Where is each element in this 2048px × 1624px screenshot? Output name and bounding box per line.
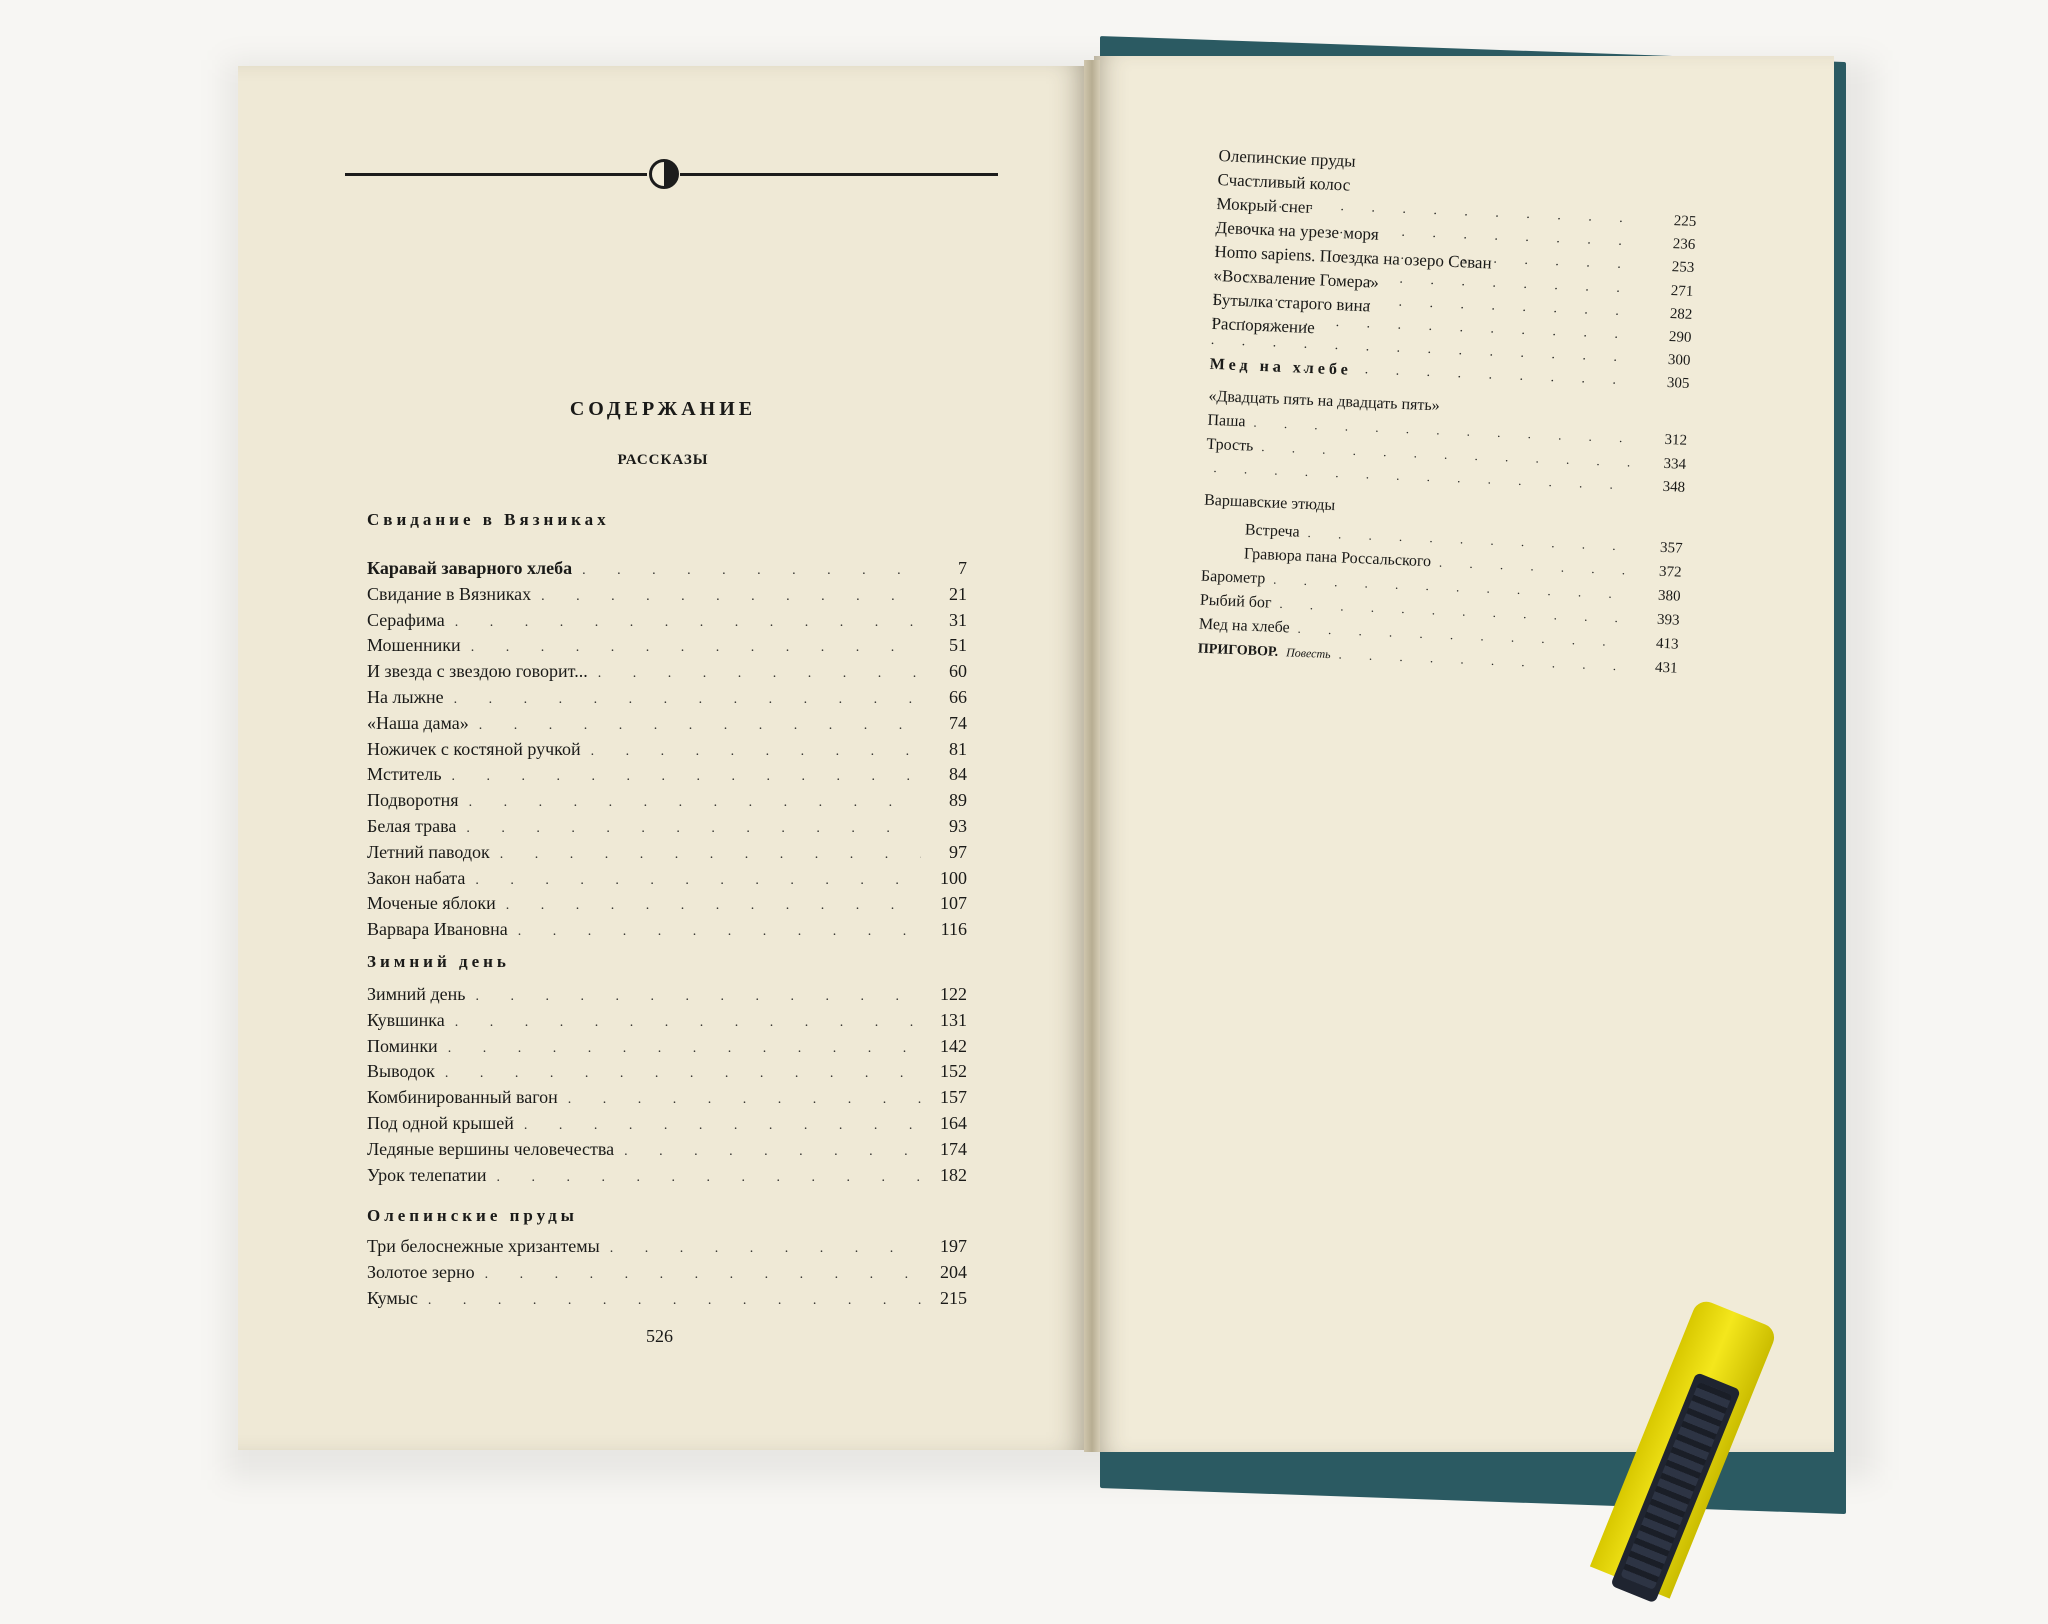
toc-row bbox=[367, 635, 967, 661]
toc-entry-page: 116 bbox=[940, 919, 967, 940]
toc-entry-title: Три белоснежные хризантемы bbox=[367, 1236, 600, 1256]
toc-row bbox=[367, 1087, 967, 1113]
toc-row bbox=[367, 1036, 967, 1062]
toc-entry-page: 253 bbox=[1671, 259, 1695, 277]
toc-list-2 bbox=[367, 984, 967, 1190]
toc-entry-page: 84 bbox=[949, 764, 967, 785]
toc-entry-page: 236 bbox=[1672, 236, 1696, 254]
toc-entry-page: 31 bbox=[949, 609, 967, 630]
toc-entry-page: 164 bbox=[940, 1112, 967, 1133]
toc-leader bbox=[506, 898, 921, 914]
toc-row bbox=[367, 1236, 967, 1262]
section-title: Олепинские пруды bbox=[367, 1206, 578, 1225]
toc-entry-page: 157 bbox=[940, 1087, 967, 1108]
toc-entry-page: 7 bbox=[958, 558, 967, 578]
toc-leader bbox=[454, 692, 921, 708]
toc-entry-title: «Двадцать пять на двадцать пять» bbox=[1208, 387, 1441, 415]
toc-entry-title: Девочка на урезе моря bbox=[1215, 217, 1380, 244]
toc-leader bbox=[568, 1092, 921, 1108]
toc-entry-page: 290 bbox=[1668, 328, 1692, 346]
toc-entry-title: Закон набата bbox=[367, 867, 466, 888]
toc-entry-title: Урок телепатии bbox=[367, 1164, 487, 1185]
toc-entry-title: Под одной крышей bbox=[367, 1112, 514, 1133]
toc-entry-page: 21 bbox=[949, 583, 967, 604]
toc-entry-page: 93 bbox=[949, 815, 967, 836]
toc-entry-page: 225 bbox=[1673, 213, 1697, 231]
toc-entry-page: 100 bbox=[940, 867, 967, 888]
toc-entry-page: 393 bbox=[1656, 611, 1680, 629]
toc-row bbox=[367, 584, 967, 610]
toc-entry-title: Барометр bbox=[1200, 567, 1266, 588]
toc-entry-page: 122 bbox=[940, 984, 967, 1004]
toc-entry-title: Зимний день bbox=[367, 984, 466, 1004]
toc-row bbox=[367, 1113, 967, 1139]
toc-row bbox=[367, 1061, 967, 1087]
toc-entry-title: Мед на хлебе bbox=[1198, 615, 1291, 637]
toc-leader bbox=[582, 563, 921, 579]
toc-leader bbox=[445, 1066, 921, 1082]
toc-entry-page: 312 bbox=[1664, 431, 1688, 449]
toc-entry-page: 372 bbox=[1658, 563, 1682, 581]
toc-leader bbox=[598, 666, 921, 682]
toc-row bbox=[367, 1139, 967, 1165]
toc-row bbox=[367, 790, 967, 816]
toc-entry-page: 74 bbox=[949, 712, 967, 733]
toc-entry-page: 97 bbox=[949, 841, 967, 862]
toc-entry-page: 89 bbox=[949, 790, 967, 811]
toc-entry-page: 182 bbox=[940, 1164, 967, 1185]
toc-entry-title: Комбинированный вагон bbox=[367, 1087, 558, 1108]
toc-entry-page: 107 bbox=[940, 893, 967, 914]
toc-entry-title: На лыжне bbox=[367, 686, 444, 707]
toc-leader bbox=[455, 1015, 921, 1031]
toc-entry-page: 60 bbox=[949, 661, 967, 682]
toc-entry-page: 380 bbox=[1657, 587, 1681, 605]
toc-entry-title: Встреча bbox=[1244, 521, 1301, 541]
toc-entry-title: Кумыс bbox=[367, 1287, 418, 1308]
toc-entry-page: 51 bbox=[949, 635, 967, 656]
toc-leader bbox=[524, 1118, 921, 1134]
toc-row bbox=[367, 1288, 967, 1314]
toc-entry-title: И звезда с звездою говорит... bbox=[367, 661, 588, 682]
toc-row bbox=[367, 713, 967, 739]
toc-entry-title: Серафима bbox=[367, 609, 445, 630]
toc-entry-title: «Наша дама» bbox=[367, 712, 469, 733]
toc-entry-title: Бутылка старого вина bbox=[1212, 289, 1371, 316]
toc-leader bbox=[610, 1241, 921, 1257]
toc-entry-title: Распоряжение bbox=[1211, 313, 1316, 338]
toc-entry-page: 348 bbox=[1662, 478, 1686, 496]
toc-entry-page: 300 bbox=[1667, 352, 1691, 370]
toc-entry-page: 271 bbox=[1670, 282, 1694, 300]
toc-leader bbox=[475, 989, 921, 1005]
toc-row bbox=[367, 816, 967, 842]
toc-entry-page: 305 bbox=[1666, 375, 1690, 393]
toc-row bbox=[367, 558, 967, 584]
toc-row bbox=[367, 893, 967, 919]
toc-entry-page: 152 bbox=[940, 1061, 967, 1082]
toc-leader bbox=[428, 1293, 921, 1309]
section-title: Варшавские этюды bbox=[1203, 491, 1336, 515]
toc-entry-title: Олепинские пруды bbox=[1218, 146, 1357, 171]
toc-row bbox=[367, 687, 967, 713]
toc-entry-page: 66 bbox=[949, 686, 967, 707]
toc-leader bbox=[455, 615, 921, 631]
toc-entry-page: 81 bbox=[949, 738, 967, 759]
toc-leader bbox=[452, 769, 921, 785]
toc-leader bbox=[624, 1144, 921, 1160]
toc-leader bbox=[479, 718, 921, 734]
toc-row bbox=[367, 842, 967, 868]
toc-entry-title: Поминки bbox=[367, 1035, 438, 1056]
toc-row bbox=[367, 739, 967, 765]
toc-entry-note: Повесть bbox=[1285, 645, 1331, 662]
toc-entry-page: 431 bbox=[1654, 659, 1678, 677]
toc-leader bbox=[500, 847, 921, 863]
toc-entry-title: Кувшинка bbox=[367, 1009, 445, 1030]
toc-leader bbox=[518, 924, 921, 940]
toc-row bbox=[367, 764, 967, 790]
toc-row bbox=[367, 1010, 967, 1036]
section-title: Мед на хлебе bbox=[1209, 355, 1353, 379]
toc-entry-title: Счастливый колос bbox=[1217, 169, 1351, 195]
toc-list-warsaw bbox=[1197, 520, 1683, 684]
page-number: 526 bbox=[646, 1326, 673, 1346]
toc-entry-title: Летний паводок bbox=[367, 841, 490, 862]
toc-entry-title: Мошенники bbox=[367, 635, 461, 656]
toc-entry-page: 413 bbox=[1655, 635, 1679, 653]
toc-entry-title: Свидание в Вязниках bbox=[367, 583, 532, 604]
toc-row bbox=[367, 610, 967, 636]
toc-leader bbox=[485, 1267, 921, 1283]
toc-entry-page: 334 bbox=[1663, 455, 1687, 473]
toc-row bbox=[367, 1165, 967, 1191]
toc-list-med bbox=[1205, 388, 1689, 504]
toc-entry-title: Гравюра пана Россальского bbox=[1243, 545, 1432, 571]
toc-entry-title: Золотое зерно bbox=[367, 1261, 475, 1282]
toc-leader bbox=[497, 1170, 921, 1186]
toc-entry-title: Варвара Ивановна bbox=[367, 919, 508, 940]
toc-entry-title: «Восхваление Гомера» bbox=[1213, 265, 1380, 292]
toc-entry-title: Мститель bbox=[367, 764, 442, 785]
toc-entry-title: Подворотня bbox=[367, 790, 459, 811]
toc-entry-title: Моченые яблоки bbox=[367, 893, 496, 914]
toc-entry-title: Homo sapiens. Поездка на озеро Севан bbox=[1214, 241, 1493, 273]
toc-entry-title: Рыбий бог bbox=[1199, 591, 1272, 612]
toc-entry-page: 142 bbox=[940, 1035, 967, 1056]
toc-leader bbox=[448, 1041, 921, 1057]
toc-entry-title: ПРИГОВОР. bbox=[1197, 641, 1279, 660]
toc-heading: СОДЕРЖАНИЕ bbox=[569, 398, 757, 420]
toc-entry-page: 131 bbox=[940, 1009, 967, 1030]
toc-entry-title: Трость bbox=[1206, 435, 1254, 455]
toc-list-1 bbox=[367, 558, 967, 945]
toc-entry-page: 357 bbox=[1659, 539, 1683, 557]
toc-leader bbox=[471, 640, 921, 656]
toc-subheading: РАССКАЗЫ bbox=[617, 452, 709, 468]
toc-entry-page: 174 bbox=[940, 1138, 967, 1159]
toc-row bbox=[367, 868, 967, 894]
toc-entry-title: Белая трава bbox=[367, 815, 457, 836]
toc-leader bbox=[466, 821, 921, 837]
toc-row bbox=[367, 984, 967, 1010]
toc-leader bbox=[475, 873, 921, 889]
toc-leader bbox=[591, 744, 921, 760]
toc-entry-title: Паша bbox=[1207, 411, 1246, 431]
toc-row bbox=[367, 661, 967, 687]
toc-entry-title: Мокрый снег bbox=[1216, 193, 1313, 217]
toc-row bbox=[367, 1262, 967, 1288]
toc-entry-page: 282 bbox=[1669, 305, 1693, 323]
toc-row bbox=[367, 919, 967, 945]
section-title: Зимний день bbox=[367, 952, 510, 971]
toc-entry-title: Выводок bbox=[367, 1061, 435, 1082]
toc-entry-page: 215 bbox=[940, 1287, 967, 1308]
toc-entry-title: Каравай заварного хлеба bbox=[367, 558, 573, 578]
toc-entry-title: Ножичек с костяной ручкой bbox=[367, 738, 581, 759]
toc-entry-title: Ледяные вершины человечества bbox=[367, 1138, 615, 1159]
toc-entry-page: 197 bbox=[940, 1236, 967, 1256]
section-title: Свидание в Вязниках bbox=[367, 510, 610, 529]
toc-list-3 bbox=[367, 1236, 967, 1313]
toc-leader bbox=[541, 589, 921, 605]
toc-entry-page: 204 bbox=[940, 1261, 967, 1282]
toc-leader bbox=[469, 795, 921, 811]
